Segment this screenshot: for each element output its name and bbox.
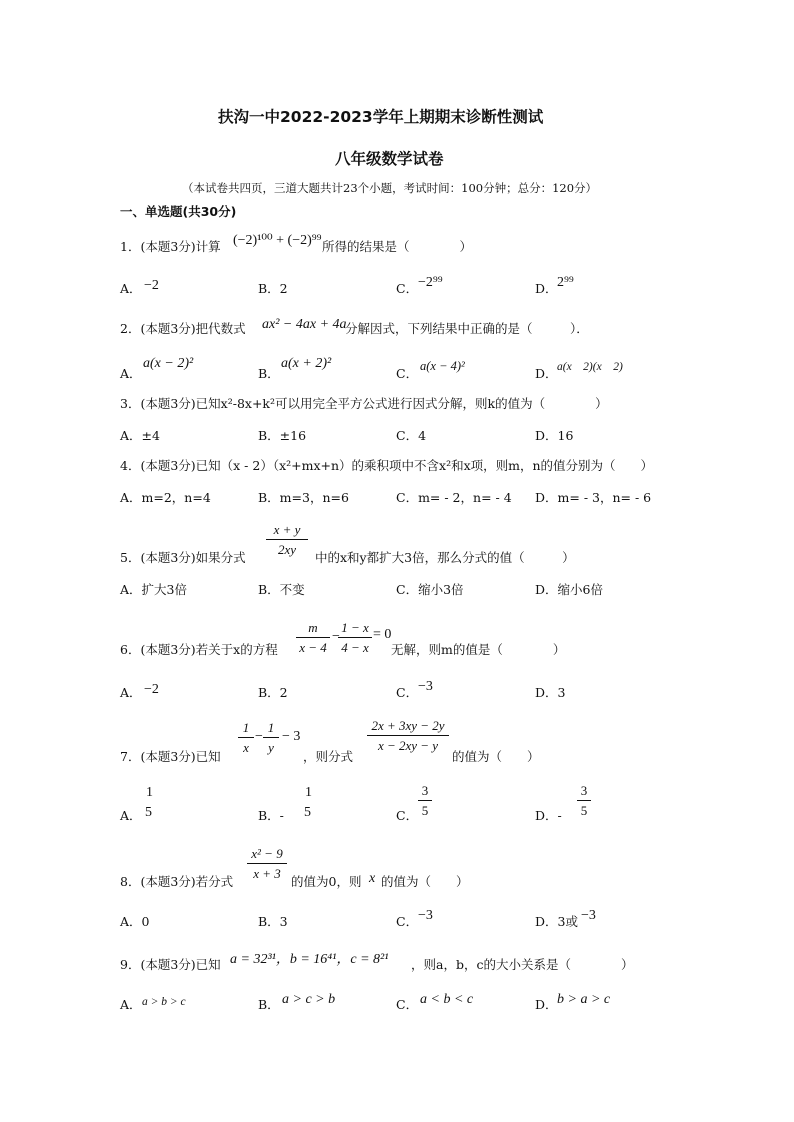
question-stem: ，则a，b，c的大小关系是（ ） [411, 957, 634, 972]
option-d: b > a > c [557, 992, 611, 1007]
option-a: −2 [144, 682, 159, 697]
option-b: B．2 [258, 685, 288, 700]
fraction-denominator: x + 3 [253, 866, 281, 881]
fraction [338, 620, 372, 656]
option-c: −3 [418, 679, 433, 694]
option-c-label: C． [396, 685, 419, 700]
minus-sign: − [255, 729, 263, 744]
fraction-numerator: 1 [238, 720, 254, 738]
option-d: D．m= - 3，n= - 6 [535, 490, 652, 505]
option-c-label: C． [396, 808, 419, 823]
fraction [247, 846, 287, 882]
option-a-label: A． [120, 685, 142, 700]
question-stem: 1．(本题3分)计算 [120, 239, 221, 254]
option-a-label: A． [120, 808, 142, 823]
option-a: a(x − 2)² [143, 356, 194, 371]
option-b-label: B． [258, 366, 280, 381]
option-b-label: B．- [258, 808, 284, 823]
option-b: B．2 [258, 281, 288, 296]
fraction-numerator: 1 [263, 720, 279, 738]
option-a: −2 [144, 278, 159, 293]
option-d-fraction [577, 783, 591, 819]
exam-subtitle: 八年级数学试卷 [335, 150, 444, 168]
math-variable: x [369, 871, 376, 886]
fraction-numerator: 2x + 3xy − 2y [367, 718, 449, 736]
option-c-label: C． [396, 366, 419, 381]
option-c: C．m= - 2，n= - 4 [396, 490, 512, 505]
option-a: a > b > c [142, 996, 186, 1008]
question-stem: 9．(本题3分)已知 [120, 957, 221, 972]
fraction-denominator: 5 [421, 803, 429, 818]
option-b: B．3 [258, 914, 288, 929]
minus-sign: − [332, 629, 340, 644]
math-expression: a = 32³¹，b = 16⁴¹，c = 8²¹ [230, 952, 389, 967]
math-expression: (−2)¹⁰⁰ + (−2)⁹⁹ [233, 233, 322, 248]
option-a-numerator: 1 [146, 785, 153, 800]
section-heading: 一、单选题(共30分) [120, 204, 237, 219]
option-c: −3 [418, 908, 433, 923]
option-d: a(x 2)(x 2) [557, 361, 623, 373]
question-stem: 3．(本题3分)已知x²-8x+k²可以用完全平方公式进行因式分解，则k的值为（ ） [120, 396, 608, 411]
fraction-numerator: x + y [266, 522, 308, 540]
exam-title: 扶沟一中2022-2023学年上期期末诊断性测试 [218, 108, 544, 126]
option-c: C．缩小3倍 [396, 582, 464, 597]
fraction [367, 718, 449, 754]
question-stem: 的值为0，则 [291, 874, 362, 889]
fraction [266, 522, 308, 558]
question-stem: 的值为（ ） [381, 874, 469, 889]
option-c: C．4 [396, 428, 427, 443]
option-b-numerator: 1 [305, 785, 312, 800]
option-a-label: A． [120, 997, 142, 1012]
option-b: B．m=3，n=6 [258, 490, 349, 505]
option-c-label: C． [396, 997, 419, 1012]
fraction-denominator: 5 [580, 803, 588, 818]
fraction-numerator: m [296, 620, 330, 638]
option-a: A．扩大3倍 [120, 582, 187, 597]
option-b: B．±16 [258, 428, 307, 443]
fraction [296, 620, 330, 656]
option-c: −2⁹⁹ [418, 275, 443, 290]
question-stem: 所得的结果是（ ） [322, 239, 473, 254]
exam-info: （本试卷共四页，三道大题共计23个小题，考试时间：100分钟；总分：120分） [182, 181, 598, 195]
question-stem: 的值为（ ） [452, 749, 540, 764]
option-a: A．m=2，n=4 [120, 490, 211, 505]
option-c: a(x − 4)² [420, 359, 465, 373]
option-d-label: D． [535, 281, 558, 296]
fraction-denominator: y [268, 740, 274, 755]
question-stem: 5．(本题3分)如果分式 [120, 550, 246, 565]
option-b: B．不变 [258, 582, 305, 597]
option-b: a > c > b [282, 992, 336, 1007]
question-stem: 中的x和y都扩大3倍，那么分式的值（ ） [315, 550, 575, 565]
option-d-label: D．3或 [535, 914, 578, 929]
question-stem: 6．(本题3分)若关于x的方程 [120, 642, 278, 657]
option-b-label: B． [258, 997, 280, 1012]
option-c-fraction [418, 783, 432, 819]
fraction-denominator: x − 4 [299, 640, 327, 655]
option-b-denominator: 5 [304, 805, 311, 820]
question-stem: 无解，则m的值是（ ） [391, 642, 566, 657]
option-a: A．0 [120, 914, 150, 929]
fraction-denominator: 2xy [277, 542, 297, 557]
option-d-label: D．- [535, 808, 562, 823]
question-stem: 2．(本题3分)把代数式 [120, 321, 246, 336]
option-c: a < b < c [420, 992, 474, 1007]
option-d: D．3 [535, 685, 566, 700]
question-stem: 分解因式，下列结果中正确的是（ ）． [345, 321, 589, 336]
option-d: 2⁹⁹ [557, 275, 574, 290]
fraction-denominator: 4 − x [341, 640, 369, 655]
option-c-label: C． [396, 914, 419, 929]
question-stem: ，则分式 [303, 749, 354, 764]
option-d: D．缩小6倍 [535, 582, 603, 597]
question-stem: 7．(本题3分)已知 [120, 749, 221, 764]
fraction-denominator: x [243, 740, 249, 755]
equals-zero: = 0 [373, 627, 392, 642]
fraction-numerator: 3 [577, 783, 591, 801]
fraction-denominator: x − 2xy − y [377, 738, 439, 753]
option-a: A．±4 [120, 428, 160, 443]
math-expression: − 3 [282, 729, 301, 744]
fraction [238, 720, 254, 756]
fraction-numerator: 3 [418, 783, 432, 801]
option-d: −3 [581, 908, 596, 923]
option-d-label: D． [535, 366, 558, 381]
fraction-numerator: x² − 9 [247, 846, 287, 864]
option-d: D．16 [535, 428, 574, 443]
option-c-label: C． [396, 281, 419, 296]
option-a-label: A． [120, 366, 142, 381]
question-stem: 8．(本题3分)若分式 [120, 874, 234, 889]
question-stem: 4．(本题3分)已知（x - 2）（x²+mx+n）的乘积项中不含x²和x项，则m，n的值分别为（ ） [120, 458, 654, 473]
option-a-denominator: 5 [145, 805, 152, 820]
fraction-numerator: 1 − x [338, 620, 372, 638]
math-expression: ax² − 4ax + 4a [262, 317, 347, 332]
option-a-label: A． [120, 281, 142, 296]
option-b: a(x + 2)² [281, 356, 332, 371]
option-d-label: D． [535, 997, 558, 1012]
fraction [263, 720, 279, 756]
